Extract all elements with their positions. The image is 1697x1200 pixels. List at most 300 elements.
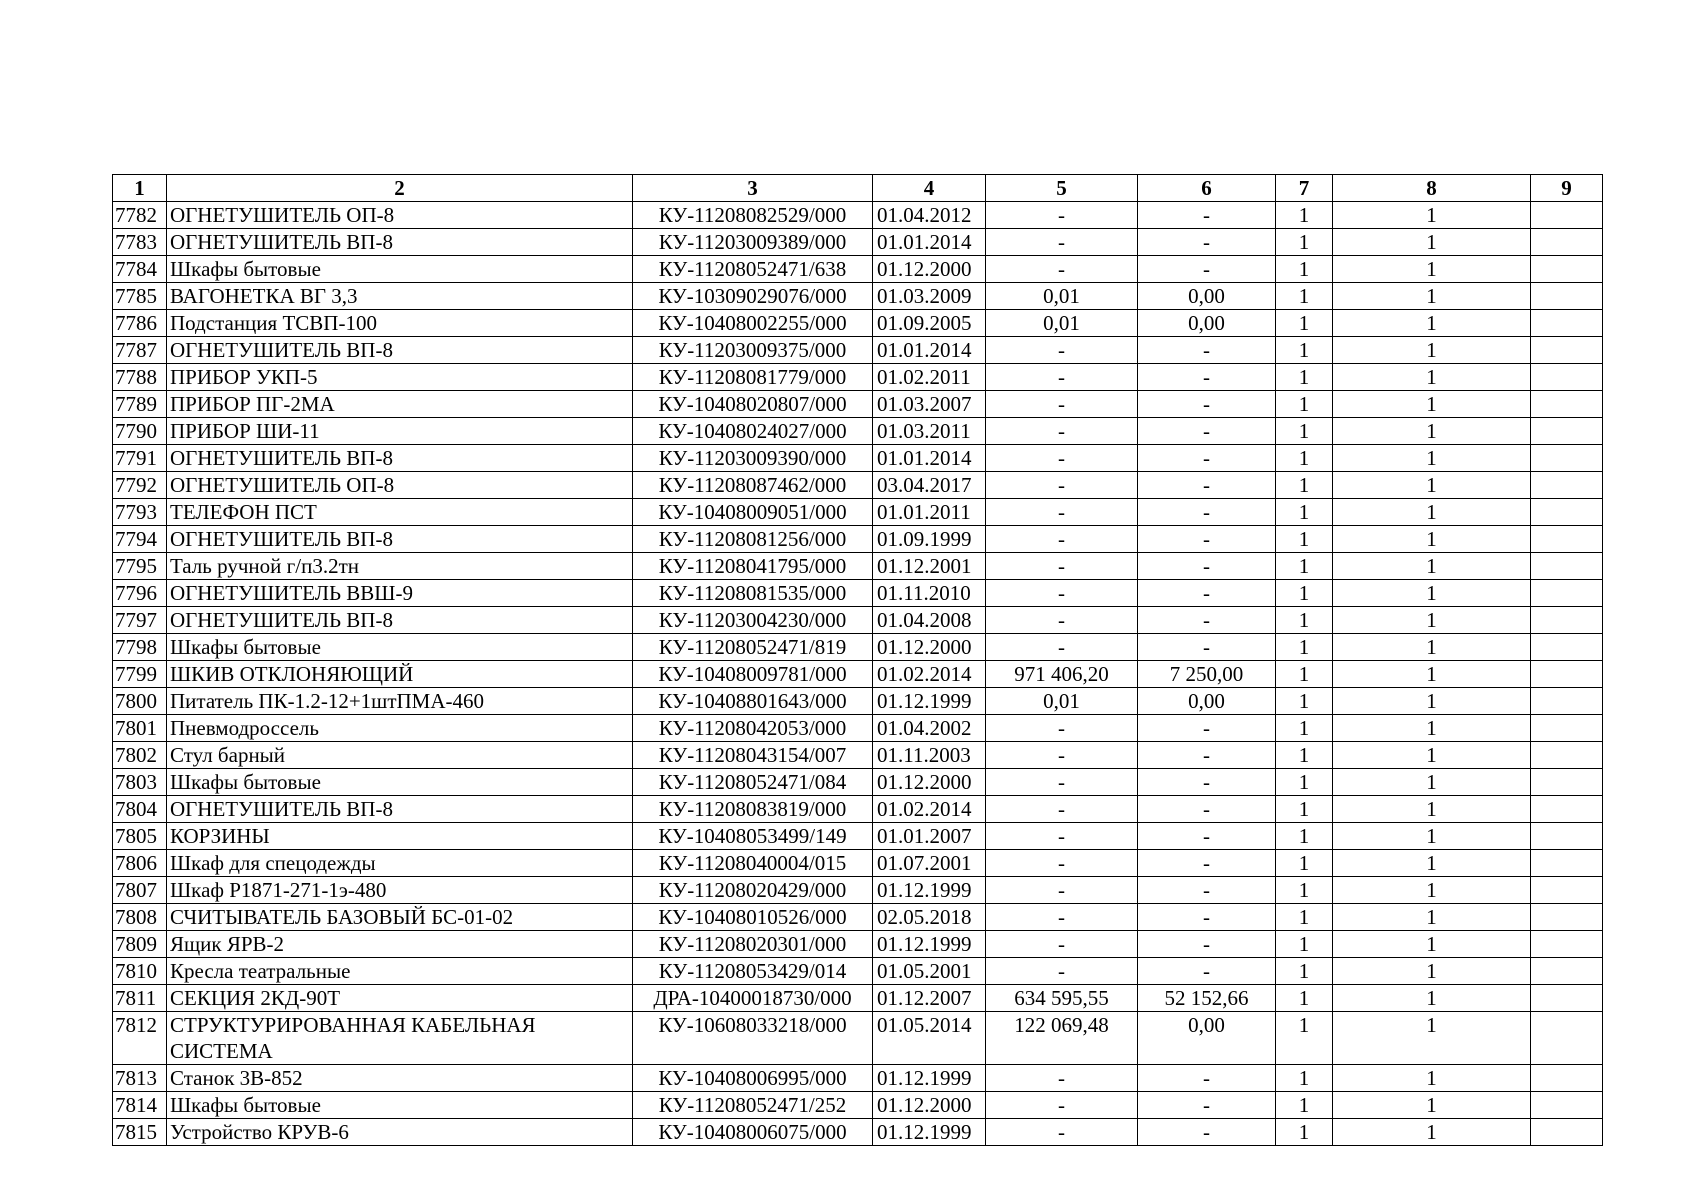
table-row — [113, 1092, 1603, 1119]
qty-col8-cell: 1 — [1333, 877, 1531, 904]
qty-col7-cell: 1 — [1276, 337, 1333, 364]
table-row — [113, 1065, 1603, 1092]
col9-cell — [1531, 364, 1603, 391]
date-cell: 01.11.2003 — [873, 742, 986, 769]
table-row — [113, 688, 1603, 715]
table-body — [113, 202, 1603, 1146]
row-number-cell: 7804 — [113, 796, 167, 823]
qty-col8-cell: 1 — [1333, 769, 1531, 796]
date-cell: 01.09.1999 — [873, 526, 986, 553]
value-col5-cell: 634 595,55 — [986, 985, 1138, 1012]
qty-col7-cell: 1 — [1276, 877, 1333, 904]
item-name-cell: Шкаф Р1871-271-1э-480 — [167, 877, 633, 904]
table-row — [113, 391, 1603, 418]
value-col5-cell: - — [986, 229, 1138, 256]
qty-col7-cell: 1 — [1276, 445, 1333, 472]
qty-col8-cell: 1 — [1333, 310, 1531, 337]
date-cell: 01.05.2014 — [873, 1012, 986, 1065]
value-col5-cell: - — [986, 715, 1138, 742]
qty-col8-cell: 1 — [1333, 580, 1531, 607]
value-col6-cell: - — [1138, 634, 1276, 661]
qty-col8-cell: 1 — [1333, 553, 1531, 580]
qty-col7-cell: 1 — [1276, 499, 1333, 526]
qty-col7-cell: 1 — [1276, 688, 1333, 715]
value-col6-cell: - — [1138, 850, 1276, 877]
col9-cell — [1531, 715, 1603, 742]
value-col5-cell: - — [986, 1119, 1138, 1146]
qty-col8-cell: 1 — [1333, 742, 1531, 769]
date-cell: 01.05.2001 — [873, 958, 986, 985]
value-col5-cell: 0,01 — [986, 688, 1138, 715]
inventory-number-cell: КУ-11208052471/819 — [633, 634, 873, 661]
date-cell: 01.07.2001 — [873, 850, 986, 877]
qty-col7-cell: 1 — [1276, 931, 1333, 958]
value-col5-cell: 0,01 — [986, 310, 1138, 337]
date-cell: 01.04.2008 — [873, 607, 986, 634]
qty-col8-cell: 1 — [1333, 850, 1531, 877]
col9-cell — [1531, 1012, 1603, 1065]
value-col5-cell: - — [986, 1092, 1138, 1119]
inventory-number-cell: КУ-11208020301/000 — [633, 931, 873, 958]
date-cell: 01.02.2014 — [873, 796, 986, 823]
inventory-number-cell: КУ-11203004230/000 — [633, 607, 873, 634]
value-col5-cell: - — [986, 256, 1138, 283]
col9-cell — [1531, 256, 1603, 283]
inventory-number-cell: КУ-11203009390/000 — [633, 445, 873, 472]
date-cell: 01.01.2007 — [873, 823, 986, 850]
row-number-cell: 7801 — [113, 715, 167, 742]
table-row — [113, 418, 1603, 445]
date-cell: 01.01.2014 — [873, 229, 986, 256]
item-name-cell: ОГНЕТУШИТЕЛЬ ВП-8 — [167, 607, 633, 634]
qty-col8-cell: 1 — [1333, 445, 1531, 472]
value-col5-cell: - — [986, 607, 1138, 634]
qty-col8-cell: 1 — [1333, 472, 1531, 499]
value-col5-cell: - — [986, 364, 1138, 391]
qty-col8-cell: 1 — [1333, 607, 1531, 634]
inventory-number-cell: КУ-11203009389/000 — [633, 229, 873, 256]
col9-cell — [1531, 688, 1603, 715]
item-name-cell: Таль ручной г/п3.2тн — [167, 553, 633, 580]
value-col6-cell: - — [1138, 1092, 1276, 1119]
table-row — [113, 202, 1603, 229]
value-col5-cell: - — [986, 958, 1138, 985]
value-col6-cell: 0,00 — [1138, 283, 1276, 310]
inventory-number-cell: КУ-10408053499/149 — [633, 823, 873, 850]
date-cell: 01.11.2010 — [873, 580, 986, 607]
header-cell-2: 2 — [167, 175, 633, 202]
inventory-number-cell: КУ-11208042053/000 — [633, 715, 873, 742]
col9-cell — [1531, 634, 1603, 661]
row-number-cell: 7783 — [113, 229, 167, 256]
value-col5-cell: - — [986, 580, 1138, 607]
col9-cell — [1531, 661, 1603, 688]
header-cell-8: 8 — [1333, 175, 1531, 202]
header-cell-6: 6 — [1138, 175, 1276, 202]
qty-col7-cell: 1 — [1276, 715, 1333, 742]
inventory-number-cell: ДРА-10400018730/000 — [633, 985, 873, 1012]
qty-col7-cell: 1 — [1276, 607, 1333, 634]
col9-cell — [1531, 580, 1603, 607]
row-number-cell: 7789 — [113, 391, 167, 418]
qty-col8-cell: 1 — [1333, 202, 1531, 229]
item-name-cell: ПРИБОР ПГ-2МА — [167, 391, 633, 418]
qty-col7-cell: 1 — [1276, 391, 1333, 418]
qty-col8-cell: 1 — [1333, 1065, 1531, 1092]
date-cell: 01.02.2014 — [873, 661, 986, 688]
date-cell: 01.12.2000 — [873, 634, 986, 661]
inventory-number-cell: КУ-11208052471/638 — [633, 256, 873, 283]
table-row — [113, 607, 1603, 634]
row-number-cell: 7799 — [113, 661, 167, 688]
table-row — [113, 715, 1603, 742]
qty-col8-cell: 1 — [1333, 256, 1531, 283]
value-col6-cell: - — [1138, 391, 1276, 418]
inventory-number-cell: КУ-10408024027/000 — [633, 418, 873, 445]
inventory-number-cell: КУ-10408010526/000 — [633, 904, 873, 931]
value-col6-cell: - — [1138, 1119, 1276, 1146]
item-name-cell: ОГНЕТУШИТЕЛЬ ВП-8 — [167, 796, 633, 823]
row-number-cell: 7786 — [113, 310, 167, 337]
qty-col7-cell: 1 — [1276, 985, 1333, 1012]
inventory-number-cell: КУ-10408002255/000 — [633, 310, 873, 337]
table-row — [113, 283, 1603, 310]
row-number-cell: 7802 — [113, 742, 167, 769]
qty-col8-cell: 1 — [1333, 337, 1531, 364]
table-row — [113, 553, 1603, 580]
item-name-cell: Шкафы бытовые — [167, 256, 633, 283]
value-col5-cell: - — [986, 337, 1138, 364]
row-number-cell: 7787 — [113, 337, 167, 364]
qty-col8-cell: 1 — [1333, 526, 1531, 553]
item-name-cell: ОГНЕТУШИТЕЛЬ ВП-8 — [167, 229, 633, 256]
qty-col7-cell: 1 — [1276, 202, 1333, 229]
value-col6-cell: - — [1138, 499, 1276, 526]
item-name-cell: ОГНЕТУШИТЕЛЬ ВП-8 — [167, 526, 633, 553]
date-cell: 01.12.1999 — [873, 688, 986, 715]
value-col6-cell: - — [1138, 364, 1276, 391]
date-cell: 01.12.1999 — [873, 1065, 986, 1092]
table-row — [113, 877, 1603, 904]
qty-col7-cell: 1 — [1276, 580, 1333, 607]
inventory-number-cell: КУ-10408020807/000 — [633, 391, 873, 418]
inventory-number-cell: КУ-11208082529/000 — [633, 202, 873, 229]
table-row — [113, 769, 1603, 796]
qty-col8-cell: 1 — [1333, 715, 1531, 742]
header-cell-5: 5 — [986, 175, 1138, 202]
inventory-number-cell: КУ-10608033218/000 — [633, 1012, 873, 1065]
row-number-cell: 7805 — [113, 823, 167, 850]
col9-cell — [1531, 1065, 1603, 1092]
qty-col7-cell: 1 — [1276, 1119, 1333, 1146]
date-cell: 01.01.2014 — [873, 445, 986, 472]
value-col5-cell: - — [986, 931, 1138, 958]
table-row — [113, 742, 1603, 769]
table-row — [113, 526, 1603, 553]
value-col6-cell: - — [1138, 580, 1276, 607]
value-col5-cell: - — [986, 1065, 1138, 1092]
row-number-cell: 7790 — [113, 418, 167, 445]
header-row — [113, 175, 1603, 202]
col9-cell — [1531, 823, 1603, 850]
item-name-cell: ТЕЛЕФОН ПСТ — [167, 499, 633, 526]
item-name-cell: Шкафы бытовые — [167, 1092, 633, 1119]
value-col6-cell: - — [1138, 796, 1276, 823]
qty-col7-cell: 1 — [1276, 850, 1333, 877]
value-col5-cell: 0,01 — [986, 283, 1138, 310]
qty-col7-cell: 1 — [1276, 472, 1333, 499]
item-name-cell: Подстанция ТСВП-100 — [167, 310, 633, 337]
date-cell: 01.03.2007 — [873, 391, 986, 418]
value-col6-cell: 52 152,66 — [1138, 985, 1276, 1012]
col9-cell — [1531, 526, 1603, 553]
value-col5-cell: - — [986, 850, 1138, 877]
item-name-cell: Стул барный — [167, 742, 633, 769]
value-col5-cell: - — [986, 445, 1138, 472]
row-number-cell: 7808 — [113, 904, 167, 931]
value-col5-cell: - — [986, 634, 1138, 661]
col9-cell — [1531, 850, 1603, 877]
row-number-cell: 7811 — [113, 985, 167, 1012]
qty-col8-cell: 1 — [1333, 1092, 1531, 1119]
item-name-cell: Устройство КРУВ-6 — [167, 1119, 633, 1146]
qty-col8-cell: 1 — [1333, 904, 1531, 931]
qty-col8-cell: 1 — [1333, 283, 1531, 310]
value-col6-cell: - — [1138, 877, 1276, 904]
table-row — [113, 472, 1603, 499]
qty-col7-cell: 1 — [1276, 904, 1333, 931]
value-col5-cell: 971 406,20 — [986, 661, 1138, 688]
col9-cell — [1531, 445, 1603, 472]
value-col6-cell: - — [1138, 1065, 1276, 1092]
row-number-cell: 7813 — [113, 1065, 167, 1092]
table-row — [113, 931, 1603, 958]
row-number-cell: 7812 — [113, 1012, 167, 1065]
table-row — [113, 985, 1603, 1012]
qty-col7-cell: 1 — [1276, 769, 1333, 796]
item-name-cell: Станок 3В-852 — [167, 1065, 633, 1092]
row-number-cell: 7794 — [113, 526, 167, 553]
date-cell: 01.01.2011 — [873, 499, 986, 526]
date-cell: 01.12.2007 — [873, 985, 986, 1012]
date-cell: 01.04.2012 — [873, 202, 986, 229]
row-number-cell: 7798 — [113, 634, 167, 661]
row-number-cell: 7809 — [113, 931, 167, 958]
row-number-cell: 7807 — [113, 877, 167, 904]
date-cell: 01.12.2000 — [873, 1092, 986, 1119]
inventory-number-cell: КУ-11208041795/000 — [633, 553, 873, 580]
table-row — [113, 364, 1603, 391]
date-cell: 03.04.2017 — [873, 472, 986, 499]
date-cell: 01.09.2005 — [873, 310, 986, 337]
value-col5-cell: - — [986, 769, 1138, 796]
col9-cell — [1531, 553, 1603, 580]
row-number-cell: 7810 — [113, 958, 167, 985]
qty-col7-cell: 1 — [1276, 634, 1333, 661]
inventory-number-cell: КУ-10408009781/000 — [633, 661, 873, 688]
value-col5-cell: - — [986, 553, 1138, 580]
col9-cell — [1531, 499, 1603, 526]
item-name-cell: ВАГОНЕТКА ВГ 3,3 — [167, 283, 633, 310]
row-number-cell: 7793 — [113, 499, 167, 526]
item-name-cell: КОРЗИНЫ — [167, 823, 633, 850]
table-row — [113, 958, 1603, 985]
value-col5-cell: - — [986, 418, 1138, 445]
value-col5-cell: - — [986, 904, 1138, 931]
inventory-number-cell: КУ-11208052471/252 — [633, 1092, 873, 1119]
value-col6-cell: - — [1138, 526, 1276, 553]
qty-col8-cell: 1 — [1333, 796, 1531, 823]
inventory-number-cell: КУ-11208052471/084 — [633, 769, 873, 796]
table-row — [113, 310, 1603, 337]
row-number-cell: 7796 — [113, 580, 167, 607]
header-cell-3: 3 — [633, 175, 873, 202]
qty-col8-cell: 1 — [1333, 418, 1531, 445]
value-col5-cell: - — [986, 472, 1138, 499]
value-col6-cell: - — [1138, 256, 1276, 283]
row-number-cell: 7791 — [113, 445, 167, 472]
value-col6-cell: - — [1138, 607, 1276, 634]
qty-col7-cell: 1 — [1276, 1065, 1333, 1092]
table-row — [113, 229, 1603, 256]
qty-col8-cell: 1 — [1333, 931, 1531, 958]
inventory-number-cell: КУ-11208081779/000 — [633, 364, 873, 391]
qty-col7-cell: 1 — [1276, 229, 1333, 256]
col9-cell — [1531, 310, 1603, 337]
table-row — [113, 256, 1603, 283]
inventory-number-cell: КУ-11208053429/014 — [633, 958, 873, 985]
qty-col8-cell: 1 — [1333, 985, 1531, 1012]
inventory-number-cell: КУ-10408009051/000 — [633, 499, 873, 526]
date-cell: 01.01.2014 — [873, 337, 986, 364]
value-col5-cell: - — [986, 499, 1138, 526]
inventory-number-cell: КУ-11208020429/000 — [633, 877, 873, 904]
value-col6-cell: 0,00 — [1138, 310, 1276, 337]
header-cell-4: 4 — [873, 175, 986, 202]
value-col6-cell: - — [1138, 337, 1276, 364]
qty-col7-cell: 1 — [1276, 310, 1333, 337]
inventory-number-cell: КУ-10309029076/000 — [633, 283, 873, 310]
row-number-cell: 7782 — [113, 202, 167, 229]
table-row — [113, 499, 1603, 526]
value-col5-cell: - — [986, 391, 1138, 418]
value-col6-cell: - — [1138, 418, 1276, 445]
item-name-cell: ШКИВ ОТКЛОНЯЮЩИЙ — [167, 661, 633, 688]
item-name-cell: Шкафы бытовые — [167, 634, 633, 661]
col9-cell — [1531, 1092, 1603, 1119]
item-name-cell: СЕКЦИЯ 2КД-90Т — [167, 985, 633, 1012]
qty-col7-cell: 1 — [1276, 418, 1333, 445]
table-row — [113, 823, 1603, 850]
table-row — [113, 1012, 1603, 1065]
col9-cell — [1531, 472, 1603, 499]
qty-col7-cell: 1 — [1276, 553, 1333, 580]
inventory-table — [112, 174, 1603, 1146]
item-name-cell: Кресла театральные — [167, 958, 633, 985]
qty-col8-cell: 1 — [1333, 364, 1531, 391]
table-row — [113, 850, 1603, 877]
col9-cell — [1531, 742, 1603, 769]
table-row — [113, 337, 1603, 364]
item-name-cell: ПРИБОР УКП-5 — [167, 364, 633, 391]
value-col5-cell: 122 069,48 — [986, 1012, 1138, 1065]
inventory-number-cell: КУ-11208087462/000 — [633, 472, 873, 499]
qty-col8-cell: 1 — [1333, 391, 1531, 418]
col9-cell — [1531, 769, 1603, 796]
value-col6-cell: 0,00 — [1138, 688, 1276, 715]
row-number-cell: 7803 — [113, 769, 167, 796]
value-col6-cell: - — [1138, 715, 1276, 742]
col9-cell — [1531, 607, 1603, 634]
col9-cell — [1531, 283, 1603, 310]
qty-col8-cell: 1 — [1333, 499, 1531, 526]
item-name-cell: ОГНЕТУШИТЕЛЬ ВВШ-9 — [167, 580, 633, 607]
date-cell: 01.12.1999 — [873, 1119, 986, 1146]
col9-cell — [1531, 337, 1603, 364]
qty-col7-cell: 1 — [1276, 1092, 1333, 1119]
inventory-number-cell: КУ-10408006075/000 — [633, 1119, 873, 1146]
qty-col7-cell: 1 — [1276, 661, 1333, 688]
value-col6-cell: 7 250,00 — [1138, 661, 1276, 688]
header-cell-1: 1 — [113, 175, 167, 202]
item-name-cell: Шкаф для спецодежды — [167, 850, 633, 877]
qty-col7-cell: 1 — [1276, 958, 1333, 985]
value-col5-cell: - — [986, 796, 1138, 823]
qty-col7-cell: 1 — [1276, 526, 1333, 553]
item-name-cell: ОГНЕТУШИТЕЛЬ ВП-8 — [167, 445, 633, 472]
table-row — [113, 796, 1603, 823]
value-col5-cell: - — [986, 823, 1138, 850]
value-col6-cell: - — [1138, 823, 1276, 850]
item-name-cell: СЧИТЫВАТЕЛЬ БАЗОВЫЙ БС-01-02 — [167, 904, 633, 931]
qty-col7-cell: 1 — [1276, 1012, 1333, 1065]
col9-cell — [1531, 202, 1603, 229]
col9-cell — [1531, 904, 1603, 931]
item-name-cell: Шкафы бытовые — [167, 769, 633, 796]
inventory-number-cell: КУ-11208081535/000 — [633, 580, 873, 607]
date-cell: 01.12.1999 — [873, 931, 986, 958]
value-col6-cell: - — [1138, 202, 1276, 229]
qty-col7-cell: 1 — [1276, 256, 1333, 283]
row-number-cell: 7814 — [113, 1092, 167, 1119]
table-row — [113, 634, 1603, 661]
value-col6-cell: - — [1138, 472, 1276, 499]
date-cell: 01.12.2000 — [873, 769, 986, 796]
qty-col7-cell: 1 — [1276, 742, 1333, 769]
table-row — [113, 904, 1603, 931]
qty-col7-cell: 1 — [1276, 796, 1333, 823]
col9-cell — [1531, 877, 1603, 904]
value-col5-cell: - — [986, 526, 1138, 553]
date-cell: 01.12.2000 — [873, 256, 986, 283]
header-cell-9: 9 — [1531, 175, 1603, 202]
row-number-cell: 7795 — [113, 553, 167, 580]
inventory-number-cell: КУ-10408801643/000 — [633, 688, 873, 715]
item-name-cell: Пневмодроссель — [167, 715, 633, 742]
value-col5-cell: - — [986, 877, 1138, 904]
table-row — [113, 580, 1603, 607]
qty-col8-cell: 1 — [1333, 823, 1531, 850]
date-cell: 01.03.2011 — [873, 418, 986, 445]
col9-cell — [1531, 958, 1603, 985]
qty-col8-cell: 1 — [1333, 958, 1531, 985]
qty-col8-cell: 1 — [1333, 229, 1531, 256]
inventory-number-cell: КУ-11208081256/000 — [633, 526, 873, 553]
col9-cell — [1531, 391, 1603, 418]
date-cell: 01.02.2011 — [873, 364, 986, 391]
item-name-cell: СТРУКТУРИРОВАННАЯ КАБЕЛЬНАЯ СИСТЕМА — [167, 1012, 633, 1065]
value-col6-cell: - — [1138, 553, 1276, 580]
